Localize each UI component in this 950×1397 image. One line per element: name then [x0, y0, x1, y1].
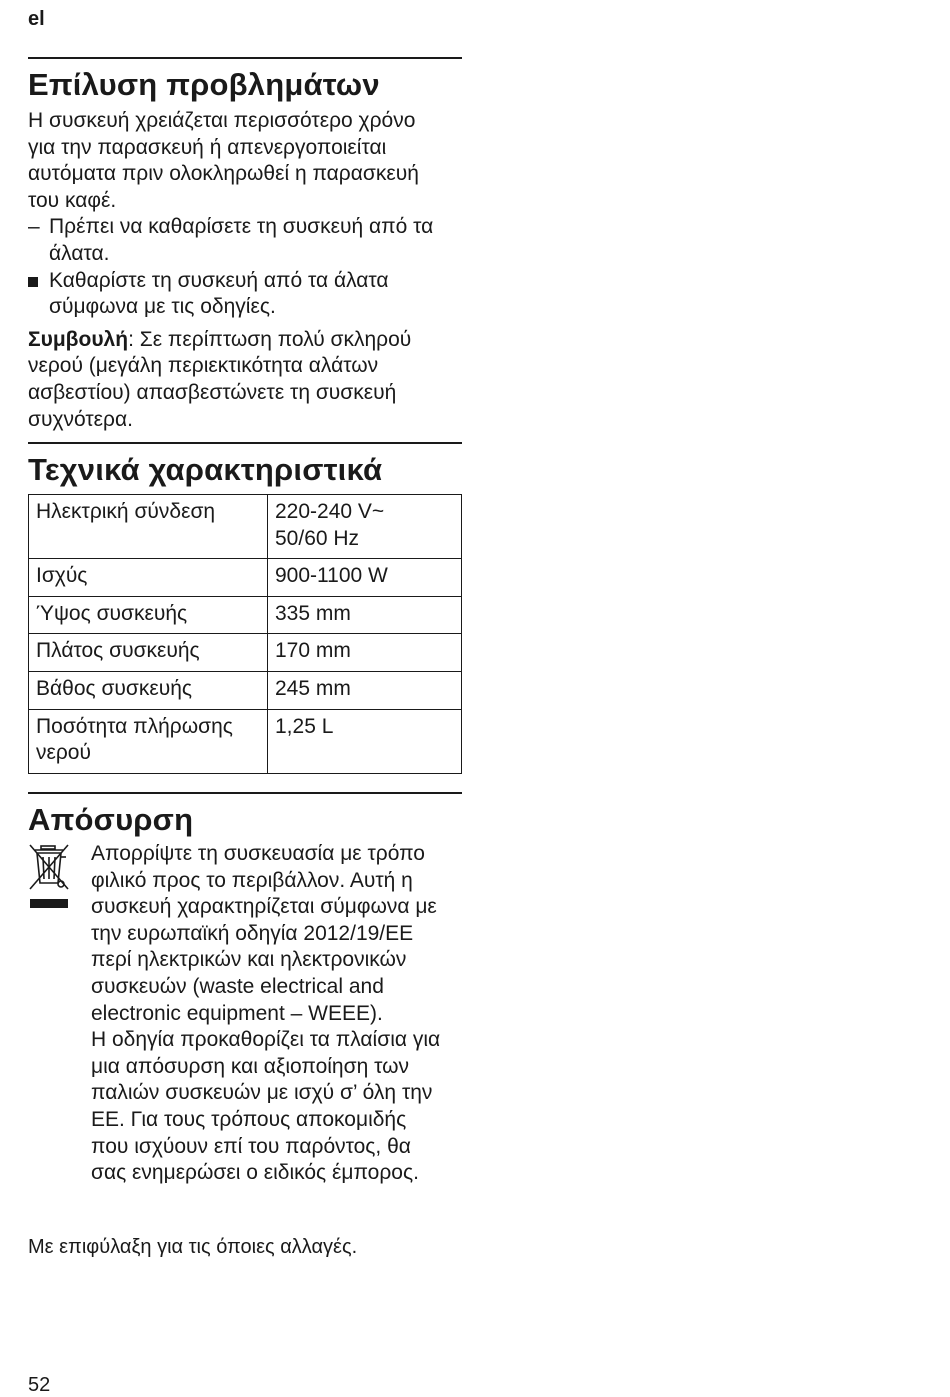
- spec-value: 170 mm: [268, 634, 462, 672]
- spec-label: Βάθος συσκευής: [29, 671, 268, 709]
- spec-value: 245 mm: [268, 671, 462, 709]
- spec-label: Ηλεκτρική σύνδεση: [29, 495, 268, 559]
- disposal-section: [28, 792, 462, 1187]
- spec-label: Ύψος συσκευής: [29, 596, 268, 634]
- action-item: Καθαρίστε τη συσκευή από τα άλατα σύμφωνα με τις οδηγίες.: [28, 268, 462, 321]
- troubleshooting-intro: Η συσκευή χρειάζεται περισσότερο χρόνο για την παρασκευή ή απενεργοποιείται αυτόματα πριν ολοκληρωθεί η παρασκευή του καφέ.: [28, 109, 419, 212]
- table-row: [29, 634, 462, 672]
- spec-label: Ποσότητα πλήρωσης νερού: [29, 709, 268, 773]
- square-bullet-icon: [28, 268, 38, 295]
- spec-value: 335 mm: [268, 596, 462, 634]
- disposal-text: Απορρίψτε τη συσκευασία με τρόπο φιλικό προς το περιβάλλον. Αυτή η συσκευή χαρακτηρίζεται σύμφωνα με την ευρωπαϊκή οδηγία 2012/19/ΕΕ περί ηλεκτρικών και ηλεκτρονικών συσκευών (waste electrical and electronic equipment – WEEE). Η οδηγία προκαθορίζει τα πλαίσια για μια απόσυρση και αξιοποίηση των παλιών συσκευών με ισχύ σ’ όλη την ΕΕ. Για τους τρόπους αποκομιδής που ισχύουν επί του παρόντος, θα σας ενημερώσει ο ειδικός έμπορος.: [91, 842, 441, 1185]
- page-number: 52: [28, 1374, 51, 1396]
- table-row: [29, 709, 462, 773]
- troubleshooting-title: Επίλυση προβλημάτων: [28, 67, 380, 102]
- language-code: el: [28, 8, 45, 30]
- table-row: [29, 596, 462, 634]
- spec-value: 900-1100 W: [268, 559, 462, 597]
- table-row: [29, 559, 462, 597]
- crossed-out-wheelie-bin-icon: [28, 843, 70, 915]
- spec-table: [28, 494, 462, 774]
- spec-value: 220-240 V~ 50/60 Hz: [268, 495, 462, 559]
- technical-section: [28, 442, 462, 774]
- disposal-title: Απόσυρση: [28, 802, 194, 837]
- table-row: [29, 495, 462, 559]
- tip-label: Συμβουλή: [28, 327, 129, 351]
- table-row: [29, 671, 462, 709]
- technical-title: Τεχνικά χαρακτηριστικά: [28, 452, 383, 487]
- footer-note: Με επιφύλαξη για τις όποιες αλλαγές.: [28, 1236, 358, 1258]
- tip-paragraph: Συμβουλή: Σε περίπτωση πολύ σκληρού νερού (μεγάλη περιεκτικότητα αλάτων ασβεστίου) απασβεστώνετε τη συσκευή συχνότερα.: [28, 327, 412, 431]
- spec-label: Πλάτος συσκευής: [29, 634, 268, 672]
- cause-item: – Πρέπει να καθαρίσετε τη συσκευή από τα άλατα.: [28, 215, 434, 265]
- dash-marker: –: [28, 215, 40, 239]
- disposal-body: [28, 841, 462, 1187]
- spec-label: Ισχύς: [29, 559, 268, 597]
- troubleshooting-section: [28, 57, 462, 433]
- spec-value: 1,25 L: [268, 709, 462, 773]
